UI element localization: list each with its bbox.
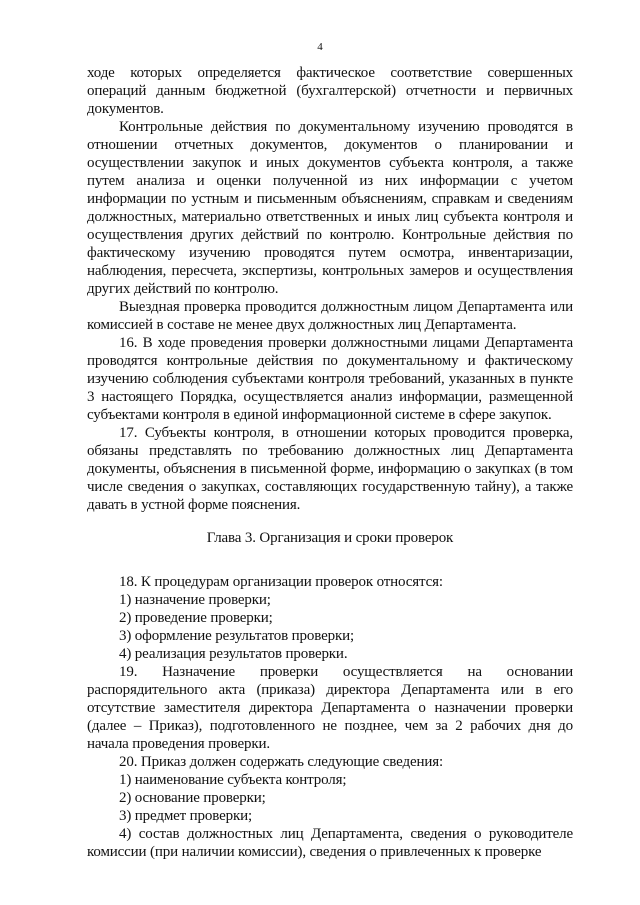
document-body bbox=[87, 64, 573, 861]
list-item: 2) основание проверки; bbox=[119, 790, 266, 806]
list-item: 3) предмет проверки; bbox=[119, 808, 252, 824]
paragraph-16: 16. В ходе проведения проверки должностными лицами Департамента проводятся контрольные действия по документальному и фактическому изучению соблюдения субъектами контроля требований, указанных в пункте 3 настоящего Порядка, осуществляется анализ информации, размещенной субъектами контроля в единой информационной системе в сфере закупок. bbox=[87, 335, 573, 423]
list-item: 3) оформление результатов проверки; bbox=[119, 628, 354, 644]
chapter-heading: Глава 3. Организация и сроки проверок bbox=[206, 530, 454, 546]
paragraph-19: 19. Назначение проверки осуществляется на основании распорядительного акта (приказа) директора Департамента или в его отсутствие заместителя директора Департамента о назначении проверки (далее – Приказ), подготовленного не позднее, чем за 2 рабочих дня до начала проведения проверки. bbox=[87, 664, 573, 752]
list-item: 2) проведение проверки; bbox=[119, 610, 273, 626]
list-item: 1) наименование субъекта контроля; bbox=[119, 772, 347, 788]
list-item: 1) назначение проверки; bbox=[119, 592, 271, 608]
paragraph-20: 20. Приказ должен содержать следующие сведения: bbox=[119, 754, 443, 770]
paragraph-control-actions: Контрольные действия по документальному изучению проводятся в отношении отчетных документов, документов о планировании и осуществлении закупок и иных документов субъекта контроля, а также путем анализа и оценки полученной из них информации с учетом информации по устным и письменным объяснениям, справкам и сведениям должностных, материально ответственных и иных лиц субъекта контроля и осуществления других действий по контролю. Контрольные действия по фактическому изучению проводятся путем осмотра, инвентаризации, наблюдения, пересчета, экспертизы, контрольных замеров и осуществления других действий по контролю. bbox=[87, 119, 573, 297]
paragraph-18: 18. К процедурам организации проверок относятся: bbox=[119, 574, 443, 590]
page-number: 4 bbox=[317, 41, 323, 53]
list-item: 4) состав должностных лиц Департамента, сведения о руководителе комиссии (при наличии комиссии), сведения о привлеченных к проверке bbox=[87, 826, 573, 860]
paragraph-field-inspection: Выездная проверка проводится должностным лицом Департамента или комиссией в составе не менее двух должностных лиц Департамента. bbox=[87, 299, 573, 333]
paragraph-continuation: ходе которых определяется фактическое соответствие совершенных операций данным бюджетной (бухгалтерской) отчетности и первичных документов. bbox=[87, 65, 573, 117]
paragraph-17: 17. Субъекты контроля, в отношении которых проводится проверка, обязаны представлять по требованию должностных лиц Департамента документы, объяснения в письменной форме, информацию о закупках (в том числе сведения о закупках, составляющих государственную тайну), а также давать в устной форме пояснения. bbox=[87, 425, 573, 513]
list-item: 4) реализация результатов проверки. bbox=[119, 646, 348, 662]
